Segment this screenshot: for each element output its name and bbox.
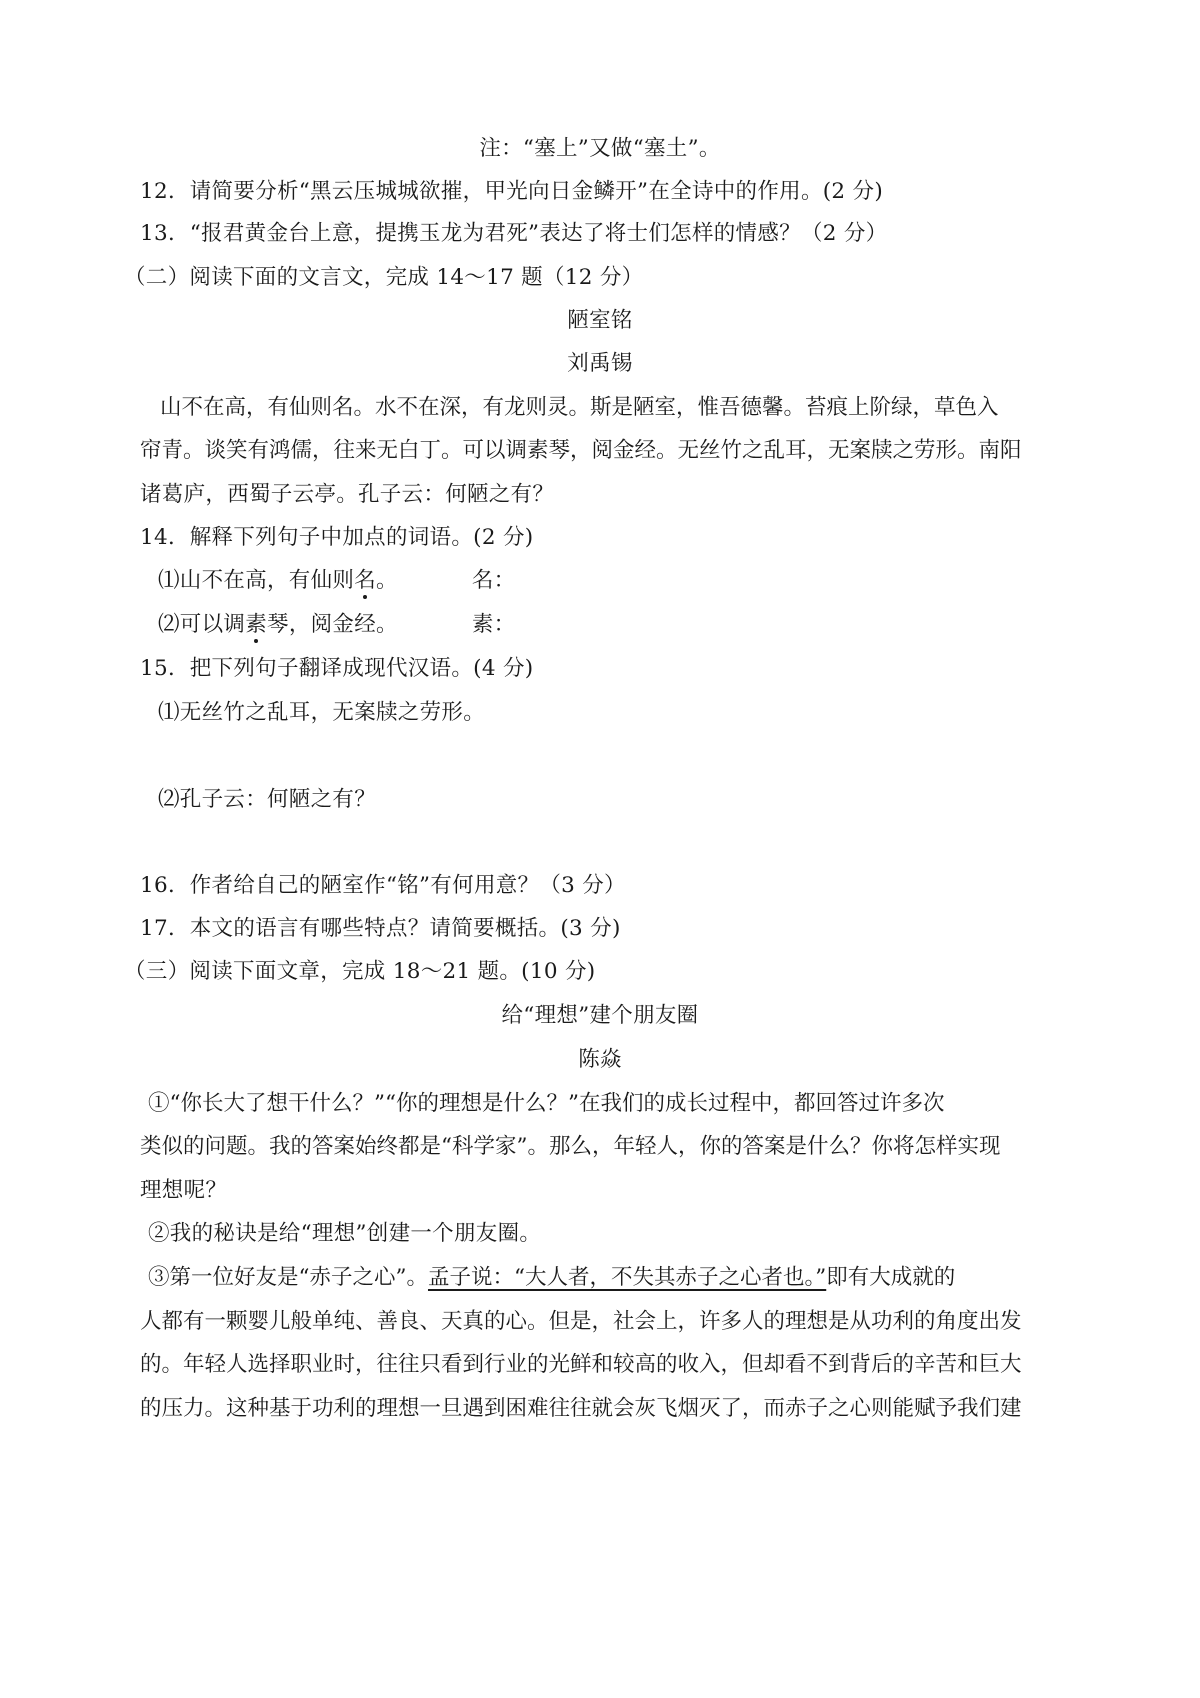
question-12: 12．请简要分析“黑云压城城欲摧，甲光向日金鳞开”在全诗中的作用。(2 分) [140,179,884,204]
section-3-author: 陈焱 [578,1047,622,1072]
article-paragraph-line: 理想呢？ [140,1178,228,1203]
sentence-text: ⑵可以调 [158,612,246,637]
question-14: 14．解释下列句子中加点的词语。(2 分) [140,525,534,550]
underlined-quote: 孟子说：“大人者，不失其赤子之心者也。” [427,1265,827,1290]
sentence-text: ⑴山不在高，有仙则 [158,568,355,593]
article-paragraph-line: ①“你长大了想干什么？”“你的理想是什么？”在我们的成长过程中，都回答过许多次 [148,1091,945,1116]
question-13: 13．“报君黄金台上意，提携玉龙为君死”表达了将士们怎样的情感？（2 分） [140,221,888,246]
sentence-text: 琴，阅金经。 [267,612,398,637]
sentence-text: 。 [376,568,398,593]
poem-note: 注：“塞上”又做“塞土”。 [479,136,721,161]
classical-text-line: 山不在高，有仙则名。水不在深，有龙则灵。斯是陋室，惟吾德馨。苔痕上阶绿，草色入 [160,395,999,420]
question-14-item-2 [158,610,515,640]
section-3-title: 给“理想”建个朋友圈 [501,1003,699,1028]
sentence-text: 即有大成就的 [826,1265,956,1290]
article-paragraph-line: 人都有一颗婴儿般单纯、善良、天真的心。但是，社会上，许多人的理想是从功利的角度出发 [140,1309,1022,1334]
article-paragraph-line: 类似的问题。我的答案始终都是“科学家”。那么，年轻人，你的答案是什么？你将怎样实现 [140,1134,1001,1159]
sentence-text: ③第一位好友是“赤子之心”。 [148,1265,428,1290]
question-17: 17．本文的语言有哪些特点？请简要概括。(3 分) [140,916,621,941]
article-paragraph-3-first-line [148,1263,1088,1293]
answer-blank-label: 名： [471,568,516,593]
section-2-title: 陋室铭 [567,308,633,333]
question-15-item-2: ⑵孔子云：何陋之有？ [158,787,377,812]
classical-text-line: 帘青。谈笑有鸿儒，往来无白丁。可以调素琴，阅金经。无丝竹之乱耳，无案牍之劳形。南阳 [140,438,1022,463]
article-paragraph-2: ②我的秘诀是给“理想”创建一个朋友圈。 [148,1221,542,1246]
section-3-heading: （三）阅读下面文章，完成 18～21 题。(10 分) [124,959,596,984]
section-2-heading: （二）阅读下面的文言文，完成 14～17 题（12 分） [124,265,644,290]
answer-blank-label: 素： [471,612,516,637]
question-14-item-1 [158,566,515,596]
article-paragraph-line: 的。年轻人选择职业时，往往只看到行业的光鲜和较高的收入，但却看不到背后的辛苦和巨大 [140,1352,1022,1377]
question-15: 15．把下列句子翻译成现代汉语。(4 分) [140,656,534,681]
dotted-word: 素 [245,610,267,640]
question-16: 16．作者给自己的陋室作“铭”有何用意？（3 分） [140,873,626,898]
section-2-author: 刘禹锡 [567,351,633,376]
classical-text-line: 诸葛庐，西蜀子云亭。孔子云：何陋之有？ [140,482,555,507]
article-paragraph-line: 的压力。这种基于功利的理想一旦遇到困难往往就会灰飞烟灭了，而赤子之心则能赋予我们建 [140,1396,1022,1421]
question-15-item-1: ⑴无丝竹之乱耳，无案牍之劳形。 [158,700,486,725]
dotted-word: 名 [354,566,376,596]
